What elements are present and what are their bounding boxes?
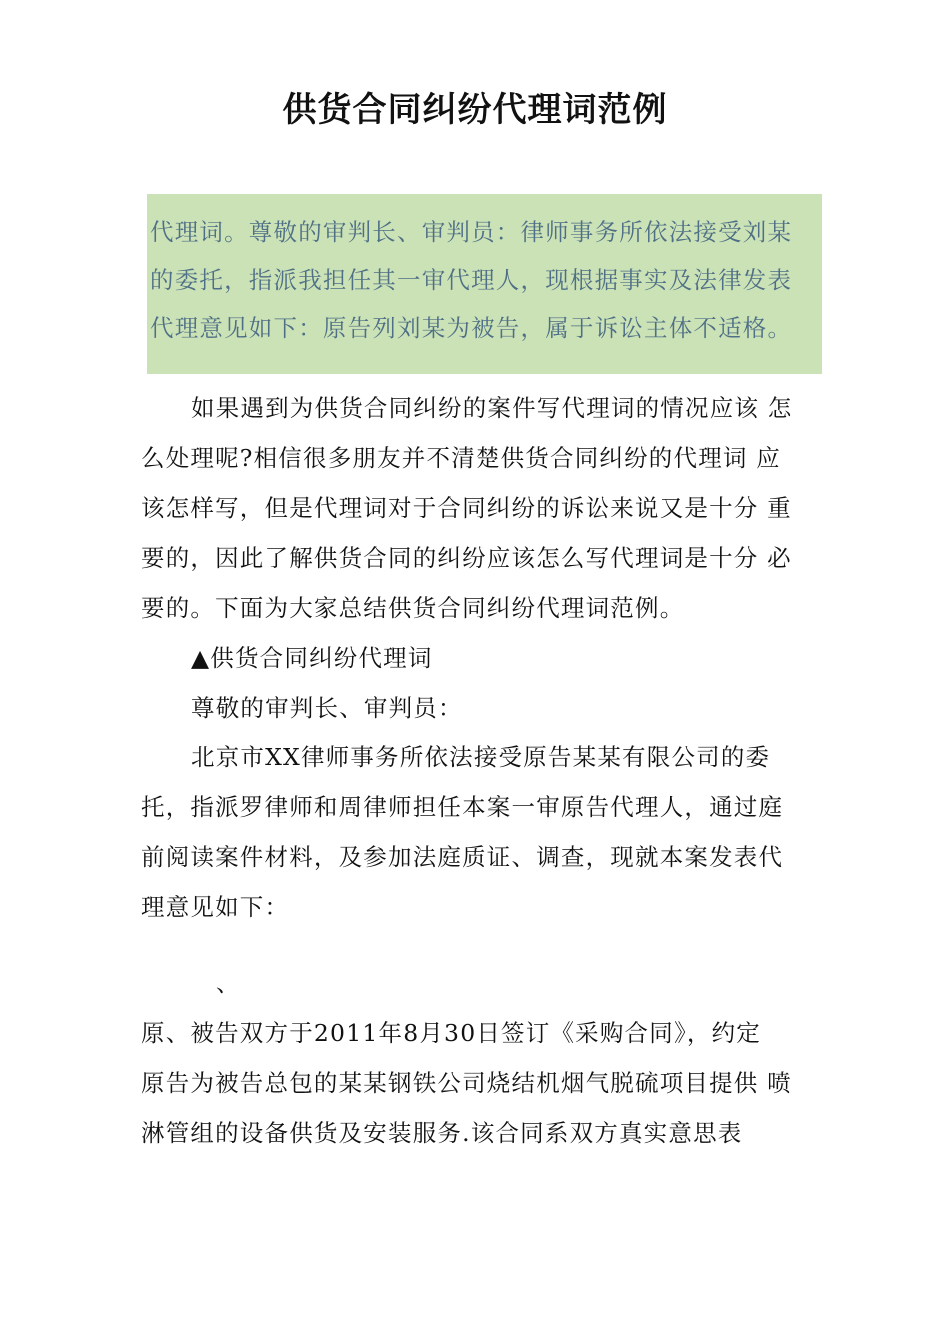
summary-highlight-box: [147, 194, 822, 374]
summary-line: 代理意见如下：原告列刘某为被告，属于诉讼主体不适格。: [150, 314, 793, 342]
intro-line: 要的。下面为大家总结供货合同纠纷代理词范例。: [141, 594, 685, 622]
paragraph-line: 北京市XX律师事务所依法接受原告某某有限公司的委: [191, 743, 771, 771]
paragraph-engagement: [141, 732, 821, 932]
paragraph-line: 理意见如下：: [141, 893, 290, 921]
intro-line: 么处理呢?相信很多朋友并不清楚供货合同纠纷的代理词 应: [141, 444, 781, 472]
list-separator-mark: 、: [216, 971, 239, 997]
paragraph-line: 原告为被告总包的某某钢铁公司烧结机烟气脱硫项目提供 喷: [141, 1069, 792, 1097]
paragraph-contract: [141, 1008, 821, 1158]
paragraph-line: 托，指派罗律师和周律师担任本案一审原告代理人，通过庭: [141, 793, 784, 821]
intro-line: 要的，因此了解供货合同的纠纷应该怎么写代理词是十分 必: [141, 544, 792, 572]
summary-line: 的委托，指派我担任其一审代理人，现根据事实及法律发表: [150, 266, 793, 294]
intro-paragraph: [141, 383, 821, 733]
intro-line: 如果遇到为供货合同纠纷的案件写代理词的情况应该 怎: [191, 394, 793, 422]
paragraph-line: 淋管组的设备供货及安装服务.该合同系双方真实意思表: [141, 1119, 743, 1147]
salutation: 尊敬的审判长、审判员：: [191, 694, 463, 722]
paragraph-line: 前阅读案件材料，及参加法庭质证、调查，现就本案发表代: [141, 843, 784, 871]
intro-line: 该怎样写，但是代理词对于合同纠纷的诉讼来说又是十分 重: [141, 494, 792, 522]
document-title: 供货合同纠纷代理词范例: [282, 90, 668, 130]
section-heading: ▲供货合同纠纷代理词: [191, 644, 433, 672]
paragraph-line: 原、被告双方于2011年8月30日签订《采购合同》，约定: [141, 1019, 762, 1047]
summary-line: 代理词。尊敬的审判长、审判员：律师事务所依法接受刘某: [150, 218, 793, 246]
